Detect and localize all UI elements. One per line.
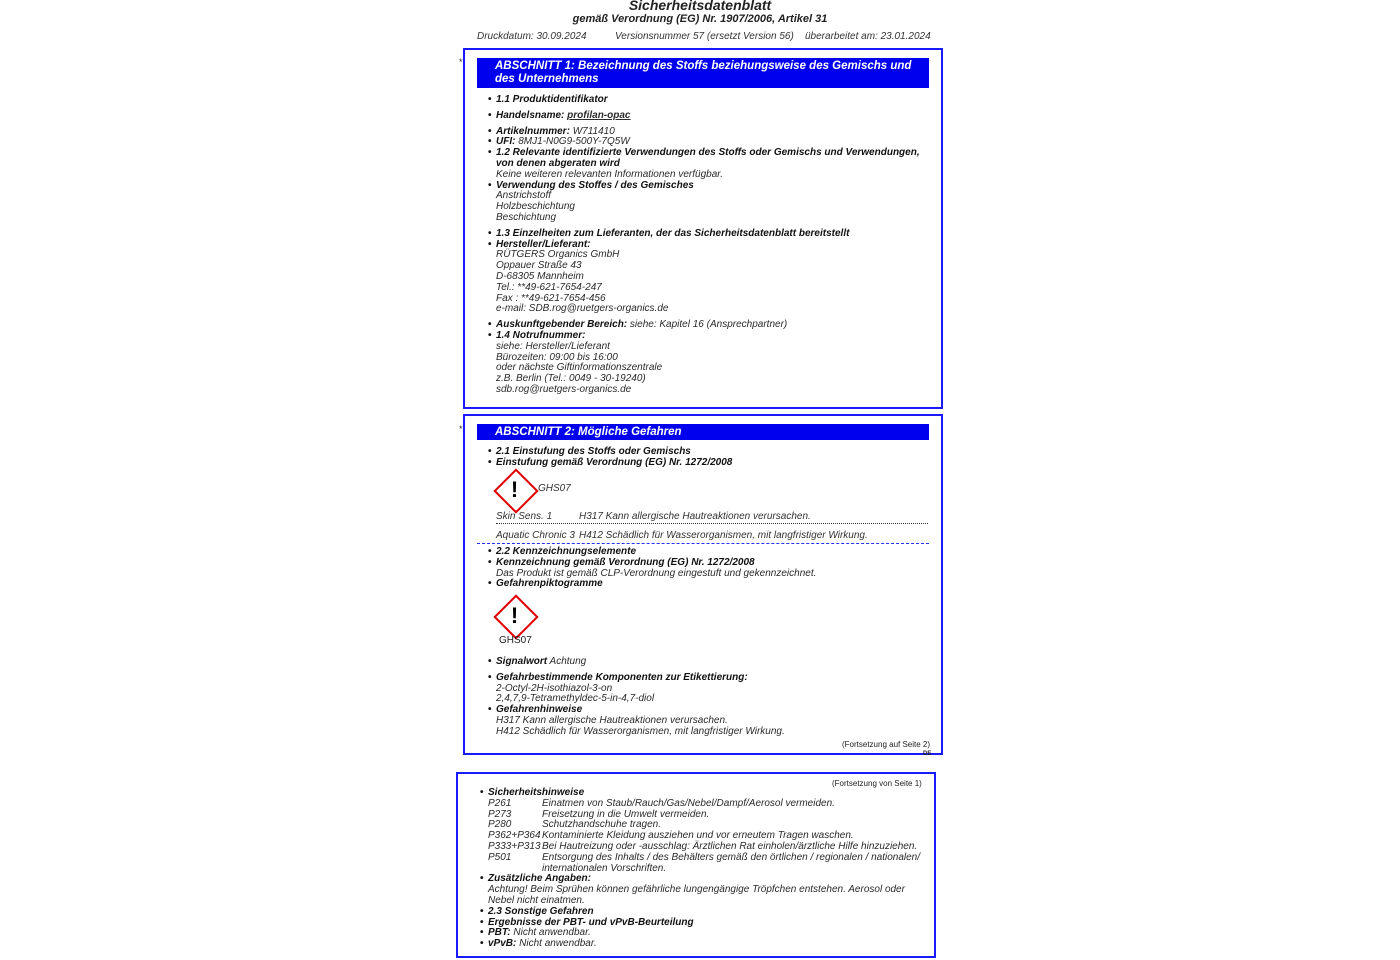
precaution-text-continued: internationalen Vorschriften. <box>542 862 667 874</box>
hazard-statement-item: H317 Kann allergische Hautreaktionen verursachen. <box>496 714 728 726</box>
page-2-content <box>488 788 928 950</box>
other-hazards-heading: • 2.3 Sonstige Gefahren <box>488 907 928 918</box>
supplier-heading: • 1.3 Einzelheiten zum Lieferanten, der das Sicherheitsdatenblatt bereitstellt <box>496 229 936 240</box>
pbt-heading: • Ergebnisse der PBT- und vPvB-Beurteilung <box>488 918 928 929</box>
section-1-heading: ABSCHNITT 1: Bezeichnung des Stoffs beziehungsweise des Gemischs und des Unternehmens <box>477 58 929 88</box>
classification-regulation: • Einstufung gemäß Verordnung (EG) Nr. 1272/2008 <box>496 458 936 469</box>
emergency-line: sdb.rog@ruetgers-organics.de <box>496 383 632 395</box>
manufacturer-line: Tel.: **49-621-7654-247 <box>496 281 602 293</box>
exclamation-mark-hazard-icon: ! <box>497 598 533 634</box>
manufacturer-line: RÜTGERS Organics GmbH <box>496 249 620 261</box>
hazard-statement: H317 Kann allergische Hautreaktionen verursachen. <box>579 511 811 522</box>
precaution-text: Einatmen von Staub/Rauch/Gas/Nebel/Dampf/Aerosol vermeiden. <box>542 797 835 809</box>
label-elements-heading: • 2.2 Kennzeichnungselemente <box>496 547 936 558</box>
precaution-text: Schutzhandschuhe tragen. <box>542 819 661 831</box>
precaution-heading: • Sicherheitshinweise <box>488 788 928 799</box>
language-code: DE <box>923 751 932 757</box>
classification-block <box>496 447 936 469</box>
additional-line: Nebel nicht einatmen. <box>488 894 585 906</box>
additional-line: Achtung! Beim Sprühen können gefährliche lungengängige Tröpfchen entstehen. Aerosol oder <box>488 884 905 896</box>
pbt-value: Nicht anwendbar. <box>513 927 591 939</box>
manufacturer-label: • Hersteller/Lieferant: <box>496 240 936 251</box>
usage-item: Holzbeschichtung <box>496 201 575 213</box>
signal-word: Achtung <box>549 656 587 667</box>
document-subtitle: gemäß Verordnung (EG) Nr. 1907/2006, Artikel 31 <box>572 13 828 25</box>
hazard-statement-item: H412 Schädlich für Wasserorganismen, mit langfristiger Wirkung. <box>496 725 785 737</box>
signal-block <box>496 657 936 738</box>
vpvb-label: • vPvB: <box>488 938 516 949</box>
precaution-code: P362+P364 <box>488 830 541 842</box>
revision-date: überarbeitet am: 23.01.2024 <box>805 31 931 42</box>
usage-heading: • Verwendung des Stoffes / des Gemisches <box>496 181 936 192</box>
emergency-line: siehe: Hersteller/Lieferant <box>496 340 610 352</box>
print-date: Druckdatum: 30.09.2024 <box>477 31 587 42</box>
pictogram-code: GHS07 <box>499 635 532 646</box>
precaution-code: P273 <box>488 808 512 820</box>
article-label: • Artikelnummer: <box>496 126 570 137</box>
uses-text: Keine weiteren relevanten Informationen verfügbar. <box>496 168 723 180</box>
manufacturer-line: Fax : **49-621-7654-456 <box>496 292 606 304</box>
usage-item: Anstrichstoff <box>496 190 552 202</box>
version-number: Versionsnummer 57 (ersetzt Version 56) <box>615 31 794 42</box>
manufacturer-line: D-68305 Mannheim <box>496 270 584 282</box>
precaution-code: P501 <box>488 851 512 863</box>
ghs-code: GHS07 <box>538 483 571 494</box>
hazard-statements-heading: • Gefahrenhinweise <box>496 705 936 716</box>
hazard-statement: H412 Schädlich für Wasserorganismen, mit langfristiger Wirkung. <box>579 530 868 541</box>
emergency-line: oder nächste Giftinformationszentrale <box>496 362 663 374</box>
emergency-label: • 1.4 Notrufnummer: <box>496 331 936 342</box>
ufi-value: 8MJ1-N0G9-500Y-7Q5W <box>518 136 630 148</box>
component-item: 2,4,7,9-Tetramethyldec-5-in-4,7-diol <box>496 693 655 705</box>
usage-item: Beschichtung <box>496 211 557 223</box>
hazard-class: Skin Sens. 1 <box>496 511 553 522</box>
info-text: siehe: Kapitel 16 (Ansprechpartner) <box>629 319 788 331</box>
document-title: Sicherheitsdatenblatt <box>628 0 772 13</box>
emergency-line: z.B. Berlin (Tel.: 0049 - 30-19240) <box>496 373 646 385</box>
precaution-code: P261 <box>488 797 512 809</box>
pbt-label: • PBT: <box>488 927 511 938</box>
trade-name-label: • Handelsname: <box>496 110 564 121</box>
row-divider <box>496 523 928 524</box>
manufacturer-line: e-mail: SDB.rog@ruetgers-organics.de <box>496 303 669 315</box>
change-marker: * <box>459 57 463 67</box>
section-1-content <box>496 95 936 396</box>
precaution-text: Freisetzung in die Umwelt vermeiden. <box>542 808 710 820</box>
continued-note: (Fortsetzung auf Seite 2) <box>842 740 931 749</box>
additional-heading: • Zusätzliche Angaben: <box>488 874 928 885</box>
precaution-code: P333+P313 <box>488 840 541 852</box>
continued-from-note: (Fortsetzung von Seite 1) <box>832 779 922 788</box>
classification-heading: • 2.1 Einstufung des Stoffs oder Gemischs <box>496 447 936 458</box>
precaution-text: Kontaminierte Kleidung ausziehen und vor erneutem Tragen waschen. <box>542 830 854 842</box>
components-heading: • Gefahrbestimmende Komponenten zur Etikettierung: <box>496 673 936 684</box>
trade-name: profilan-opac <box>567 109 631 121</box>
change-marker: * <box>459 424 463 434</box>
labelling-text: Das Produkt ist gemäß CLP-Verordnung eingestuft und gekennzeichnet. <box>496 567 817 579</box>
section-divider <box>477 543 929 544</box>
label-elements-block <box>496 547 936 590</box>
component-item: 2-Octyl-2H-isothiazol-3-on <box>496 682 613 694</box>
vpvb-value: Nicht anwendbar. <box>519 938 597 950</box>
uses-heading: • 1.2 Relevante identifizierte Verwendungen des Stoffs oder Gemischs und Verwendungen, von denen abgeraten wird <box>496 148 928 170</box>
article-number: W711410 <box>572 125 615 137</box>
emergency-line: Bürozeiten: 09:00 bis 16:00 <box>496 351 618 363</box>
precaution-text: Entsorgung des Inhalts / des Behälters gemäß den örtlichen / regionalen / nationalen/ <box>542 851 921 863</box>
hazard-class: Aquatic Chronic 3 <box>496 530 575 541</box>
labelling-regulation: • Kennzeichnung gemäß Verordnung (EG) Nr. 1272/2008 <box>496 558 936 569</box>
manufacturer-line: Oppauer Straße 43 <box>496 260 582 272</box>
section-2-heading: ABSCHNITT 2: Mögliche Gefahren <box>477 424 929 440</box>
exclamation-mark-hazard-icon: ! <box>497 472 533 508</box>
pictograms-heading: • Gefahrenpiktogramme <box>496 579 936 590</box>
precaution-text: Bei Hautreizung oder -ausschlag: Ärztlichen Rat einholen/ärztliche Hilfe hinzuziehen. <box>542 840 918 852</box>
ufi-label: • UFI: <box>496 136 515 147</box>
info-label: • Auskunftgebender Bereich: <box>496 319 627 330</box>
signal-label: • Signalwort <box>496 656 547 667</box>
precaution-code: P280 <box>488 819 512 831</box>
product-identifier: • 1.1 Produktidentifikator <box>496 95 936 106</box>
